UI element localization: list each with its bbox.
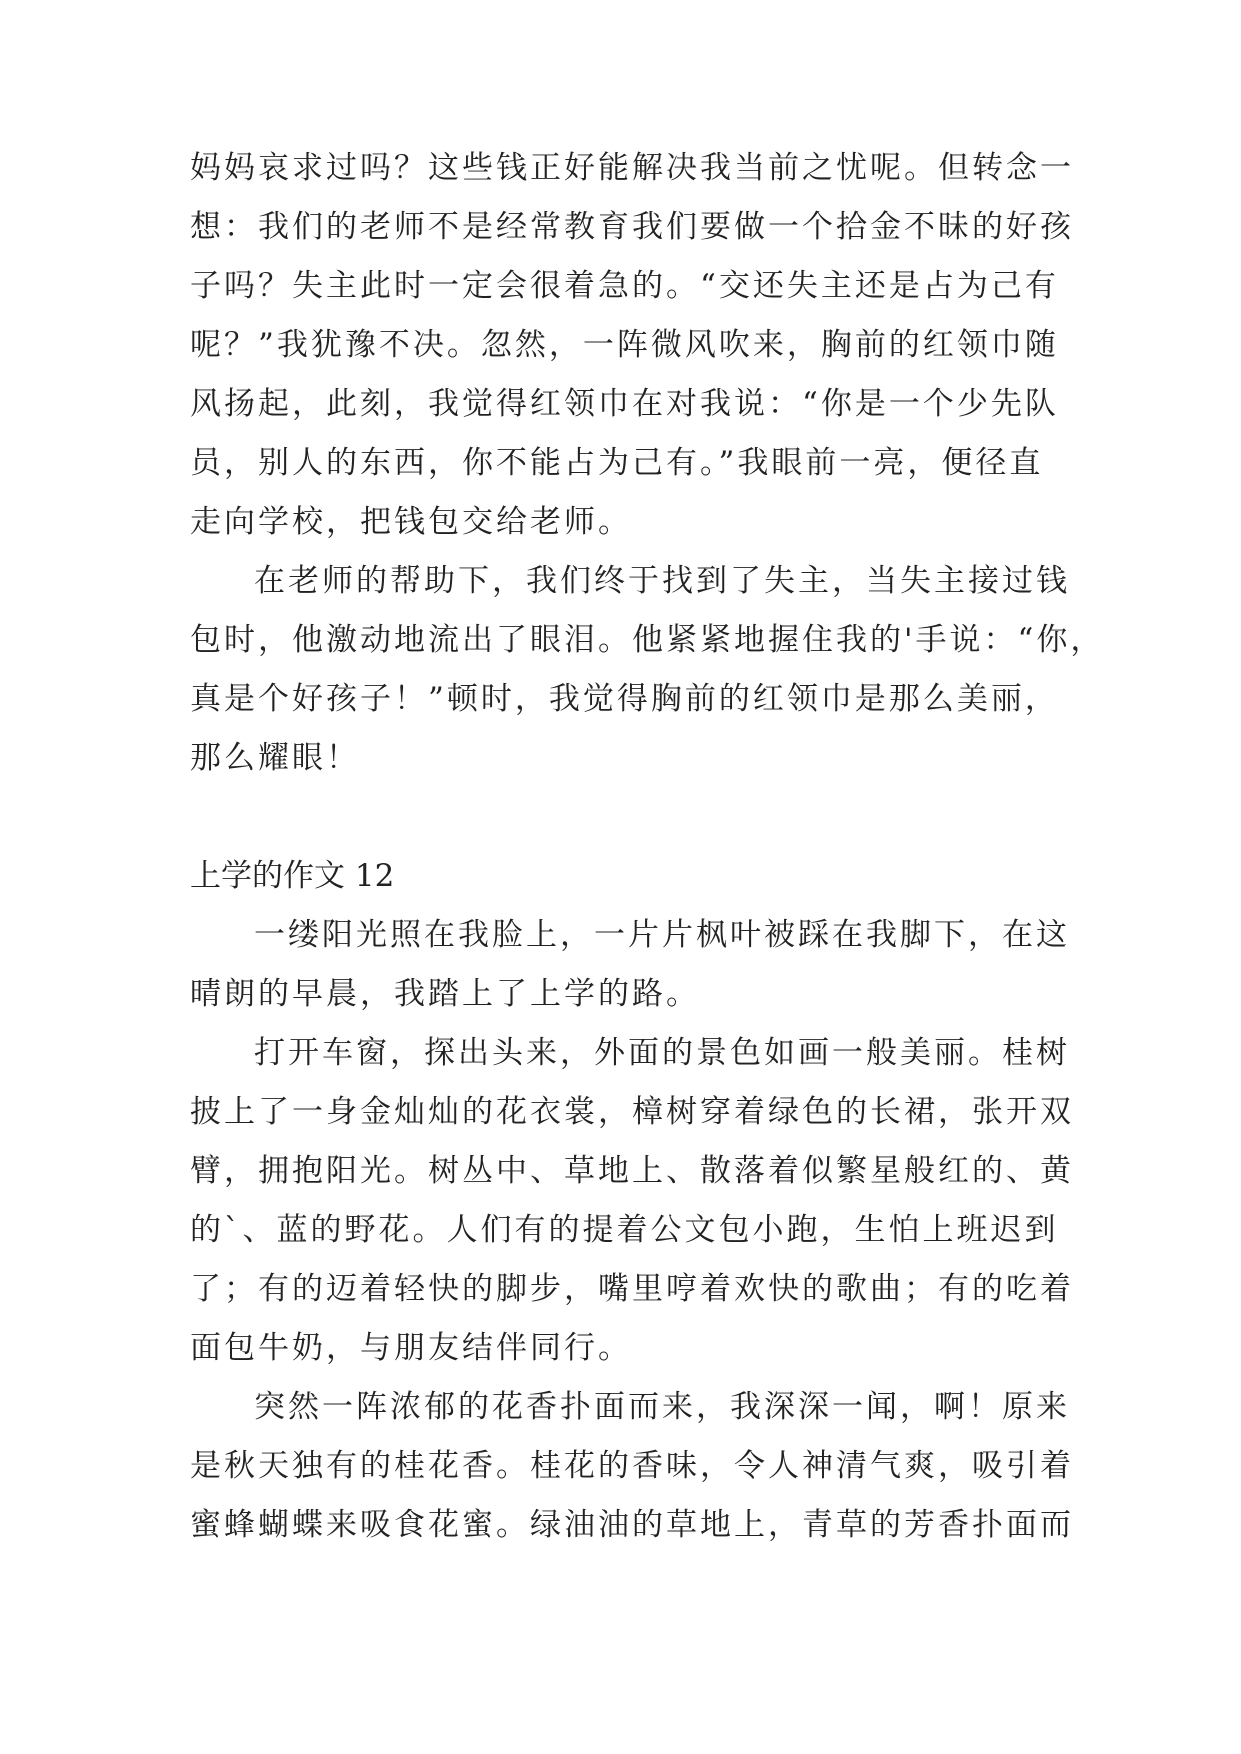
text-line: 呢？”我犹豫不决。忽然，一阵微风吹来，胸前的红领巾随 (190, 327, 1059, 363)
text-line: 蜜蜂蝴蝶来吸食花蜜。绿油油的草地上，青草的芳香扑面而 (190, 1507, 1074, 1543)
text-line: 风扬起，此刻，我觉得红领巾在对我说：“你是一个少先队 (190, 386, 1059, 422)
text-line: 晴朗的早晨，我踏上了上学的路。 (190, 976, 700, 1012)
text-line: 披上了一身金灿灿的花衣裳，樟树穿着绿色的长裙，张开双 (190, 1094, 1074, 1130)
text-line: 包时，他激动地流出了眼泪。他紧紧地握住我的'手说：“你， (190, 622, 1105, 658)
text-line: 突然一阵浓郁的花香扑面而来，我深深一闻，啊！原来 (254, 1389, 1070, 1425)
text-line: 想：我们的老师不是经常教育我们要做一个拾金不昧的好孩 (190, 209, 1074, 245)
text-line: 妈妈哀求过吗？这些钱正好能解决我当前之忧呢。但转念一 (190, 150, 1074, 186)
text-line: 真是个好孩子！”顿时，我觉得胸前的红领巾是那么美丽， (190, 681, 1059, 717)
text-line: 子吗？失主此时一定会很着急的。“交还失主还是占为己有 (190, 268, 1059, 304)
text-line: 打开车窗，探出头来，外面的景色如画一般美丽。桂树 (254, 1035, 1070, 1071)
text-line: 员，别人的东西，你不能占为己有。”我眼前一亮，便径直 (190, 445, 1044, 481)
text-line: 面包牛奶，与朋友结伴同行。 (190, 1330, 632, 1366)
text-line: 在老师的帮助下，我们终于找到了失主，当失主接过钱 (254, 563, 1070, 599)
text-line: 走向学校，把钱包交给老师。 (190, 504, 632, 540)
essay-title: 上学的作文 12 (190, 858, 395, 894)
text-line: 一缕阳光照在我脸上，一片片枫叶被踩在我脚下，在这 (254, 917, 1070, 953)
text-line: 臂，拥抱阳光。树丛中、草地上、散落着似繁星般红的、黄 (190, 1153, 1074, 1189)
text-line: 了；有的迈着轻快的脚步，嘴里哼着欢快的歌曲；有的吃着 (190, 1271, 1074, 1307)
text-line: 那么耀眼！ (190, 740, 360, 776)
text-line: 的`、蓝的野花。人们有的提着公文包小跑，生怕上班迟到 (190, 1212, 1059, 1248)
text-line: 是秋天独有的桂花香。桂花的香味，令人神清气爽，吸引着 (190, 1448, 1074, 1484)
